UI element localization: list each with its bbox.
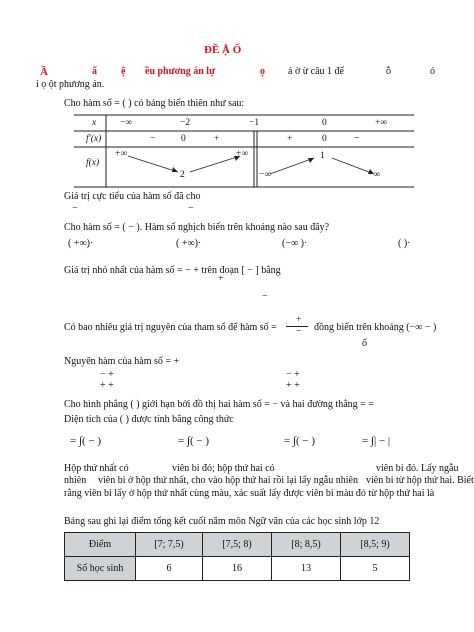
q4-option: − [262, 291, 268, 302]
arrow-up-1 [190, 156, 240, 172]
instruction-fragment-5: á ờ ừ câu 1 để [288, 66, 344, 77]
table-header-cell: Điểm [65, 533, 136, 557]
table-label-f: f(x) [86, 158, 100, 168]
table-fprime-sign: − [150, 134, 156, 144]
table-fprime-sign: 0 [322, 134, 327, 144]
table-x-value: +∞ [375, 118, 388, 128]
q7-text: Cho hình phẳng ( ) giới hạn bởi đồ thị hai hàm số = − và hai đường thẳng = = [64, 399, 374, 410]
table-x-value: −∞ [120, 118, 133, 128]
q9-text: Bảng sau ghi lại điểm tổng kết cuối năm môn Ngữ văn của các học sinh lớp 12 [64, 516, 380, 527]
table-x-value: −1 [249, 118, 260, 128]
q7-option: = ∫( − ) [284, 435, 315, 447]
score-table [64, 532, 410, 581]
table-header-cell: [7,5; 8) [203, 533, 272, 557]
part-label: Ầ [40, 66, 48, 78]
q5-fraction-numerator: + [296, 315, 302, 325]
table-x-value: 0 [322, 118, 327, 128]
q5-text: Có bao nhiêu giá trị nguyên của tham số để hàm số = [64, 322, 277, 333]
q7-text-2: Diện tích của ( ) được tính bằng công thức [64, 414, 234, 425]
q2-text: Giá trị cực tiểu của hàm số đã cho [64, 191, 201, 202]
q3-option: (−∞ )· [282, 238, 308, 249]
q7-option: = ∫( − ) [70, 435, 101, 447]
q4-text: Giá trị nhỏ nhất của hàm số = − + trên đoạn [ − ] bằng [64, 265, 281, 276]
q6-option: + + [286, 380, 300, 391]
q3-text: Cho hàm số = ( − ). Hàm số nghịch biến trên khoảng nào sau đây? [64, 222, 330, 233]
q2-option: − [72, 203, 78, 214]
table-cell: 16 [203, 557, 272, 581]
table-x-value: −2 [180, 118, 191, 128]
table-row [65, 533, 410, 557]
table-cell: 6 [136, 557, 203, 581]
instruction-fragment-4: ọ [260, 66, 265, 77]
instruction-line-2: i ọ ột phương án. [36, 79, 105, 90]
table-fprime-sign: + [287, 134, 293, 144]
instruction-fragment-7: ỏ [430, 66, 435, 77]
table-f-value: 1 [320, 151, 325, 161]
table-header-cell: [8; 8,5) [272, 533, 341, 557]
q6-text: Nguyên hàm của hàm số = + [64, 356, 180, 367]
arrow-down-1 [128, 156, 178, 172]
q8-line-2c: viên bi từ hộp thứ hai. Biết [366, 475, 474, 486]
q2-option: − [188, 203, 194, 214]
q8-line-3: rằng viên bi lấy ở hộp thứ nhất cùng màu, xác suất lấy được viên bi màu đỏ từ hộp thứ hai là [64, 488, 435, 499]
table-fprime-sign: − [354, 134, 360, 144]
arrow-up-2 [270, 158, 314, 174]
table-f-value: +∞ [115, 149, 128, 159]
table-header-cell: [8,5; 9) [341, 533, 410, 557]
q5-trailing: ổ [362, 338, 367, 349]
table-fprime-sign: + [214, 134, 220, 144]
table-label-x: x [92, 118, 97, 128]
table-label-fprime: f′(x) [86, 134, 102, 144]
q3-option: ( +∞)· [68, 238, 94, 249]
q3-option: ( )· [398, 238, 411, 249]
table-f-value: +∞ [236, 149, 249, 159]
q6-option: − + [286, 369, 300, 380]
table-f-value: −∞ [368, 170, 381, 180]
q4-fraction: + [218, 274, 224, 284]
instruction-fragment-1: ấ [92, 66, 97, 77]
q8-line-1b: viên bi đỏ; hộp thứ hai có [172, 463, 275, 474]
q7-option: = ∫| − | [362, 435, 391, 447]
q5-fraction-denominator: − [296, 327, 302, 337]
table-row-label: Số học sinh [65, 557, 136, 581]
page-title: ĐỀ Ậ Ố [204, 44, 242, 56]
q7-option: = ∫( − ) [178, 435, 209, 447]
table-f-value: 2 [180, 170, 185, 180]
table-fprime-sign: 0 [181, 134, 186, 144]
table-header-cell: [7; 7,5) [136, 533, 203, 557]
table-cell: 5 [341, 557, 410, 581]
table-row [65, 557, 410, 581]
instruction-fragment-2: ệ [121, 66, 126, 77]
instruction-fragment-3: ều phương án lự [145, 66, 216, 77]
q6-option: − + [100, 369, 114, 380]
q5-text-2: đồng biến trên khoảng (−∞ − ) [314, 322, 437, 333]
q1-text: Cho hàm số = ( ) có bảng biến thiên như sau: [64, 98, 245, 109]
table-f-value: −∞ [259, 170, 272, 180]
q6-option: + + [100, 380, 114, 391]
instruction-fragment-6: ỗ [386, 66, 391, 77]
q8-line-1c: viên bi đỏ. Lấy ngẫu [376, 463, 459, 474]
table-cell: 13 [272, 557, 341, 581]
q3-option: ( +∞)· [176, 238, 202, 249]
q8-line-2a: nhiên [64, 475, 87, 486]
q8-line-1a: Hộp thứ nhất có [64, 463, 129, 474]
q8-line-2b: viên bi ở hộp thứ nhất, cho vào hộp thứ hai rồi lại lấy ngẫu nhiên [98, 475, 358, 486]
